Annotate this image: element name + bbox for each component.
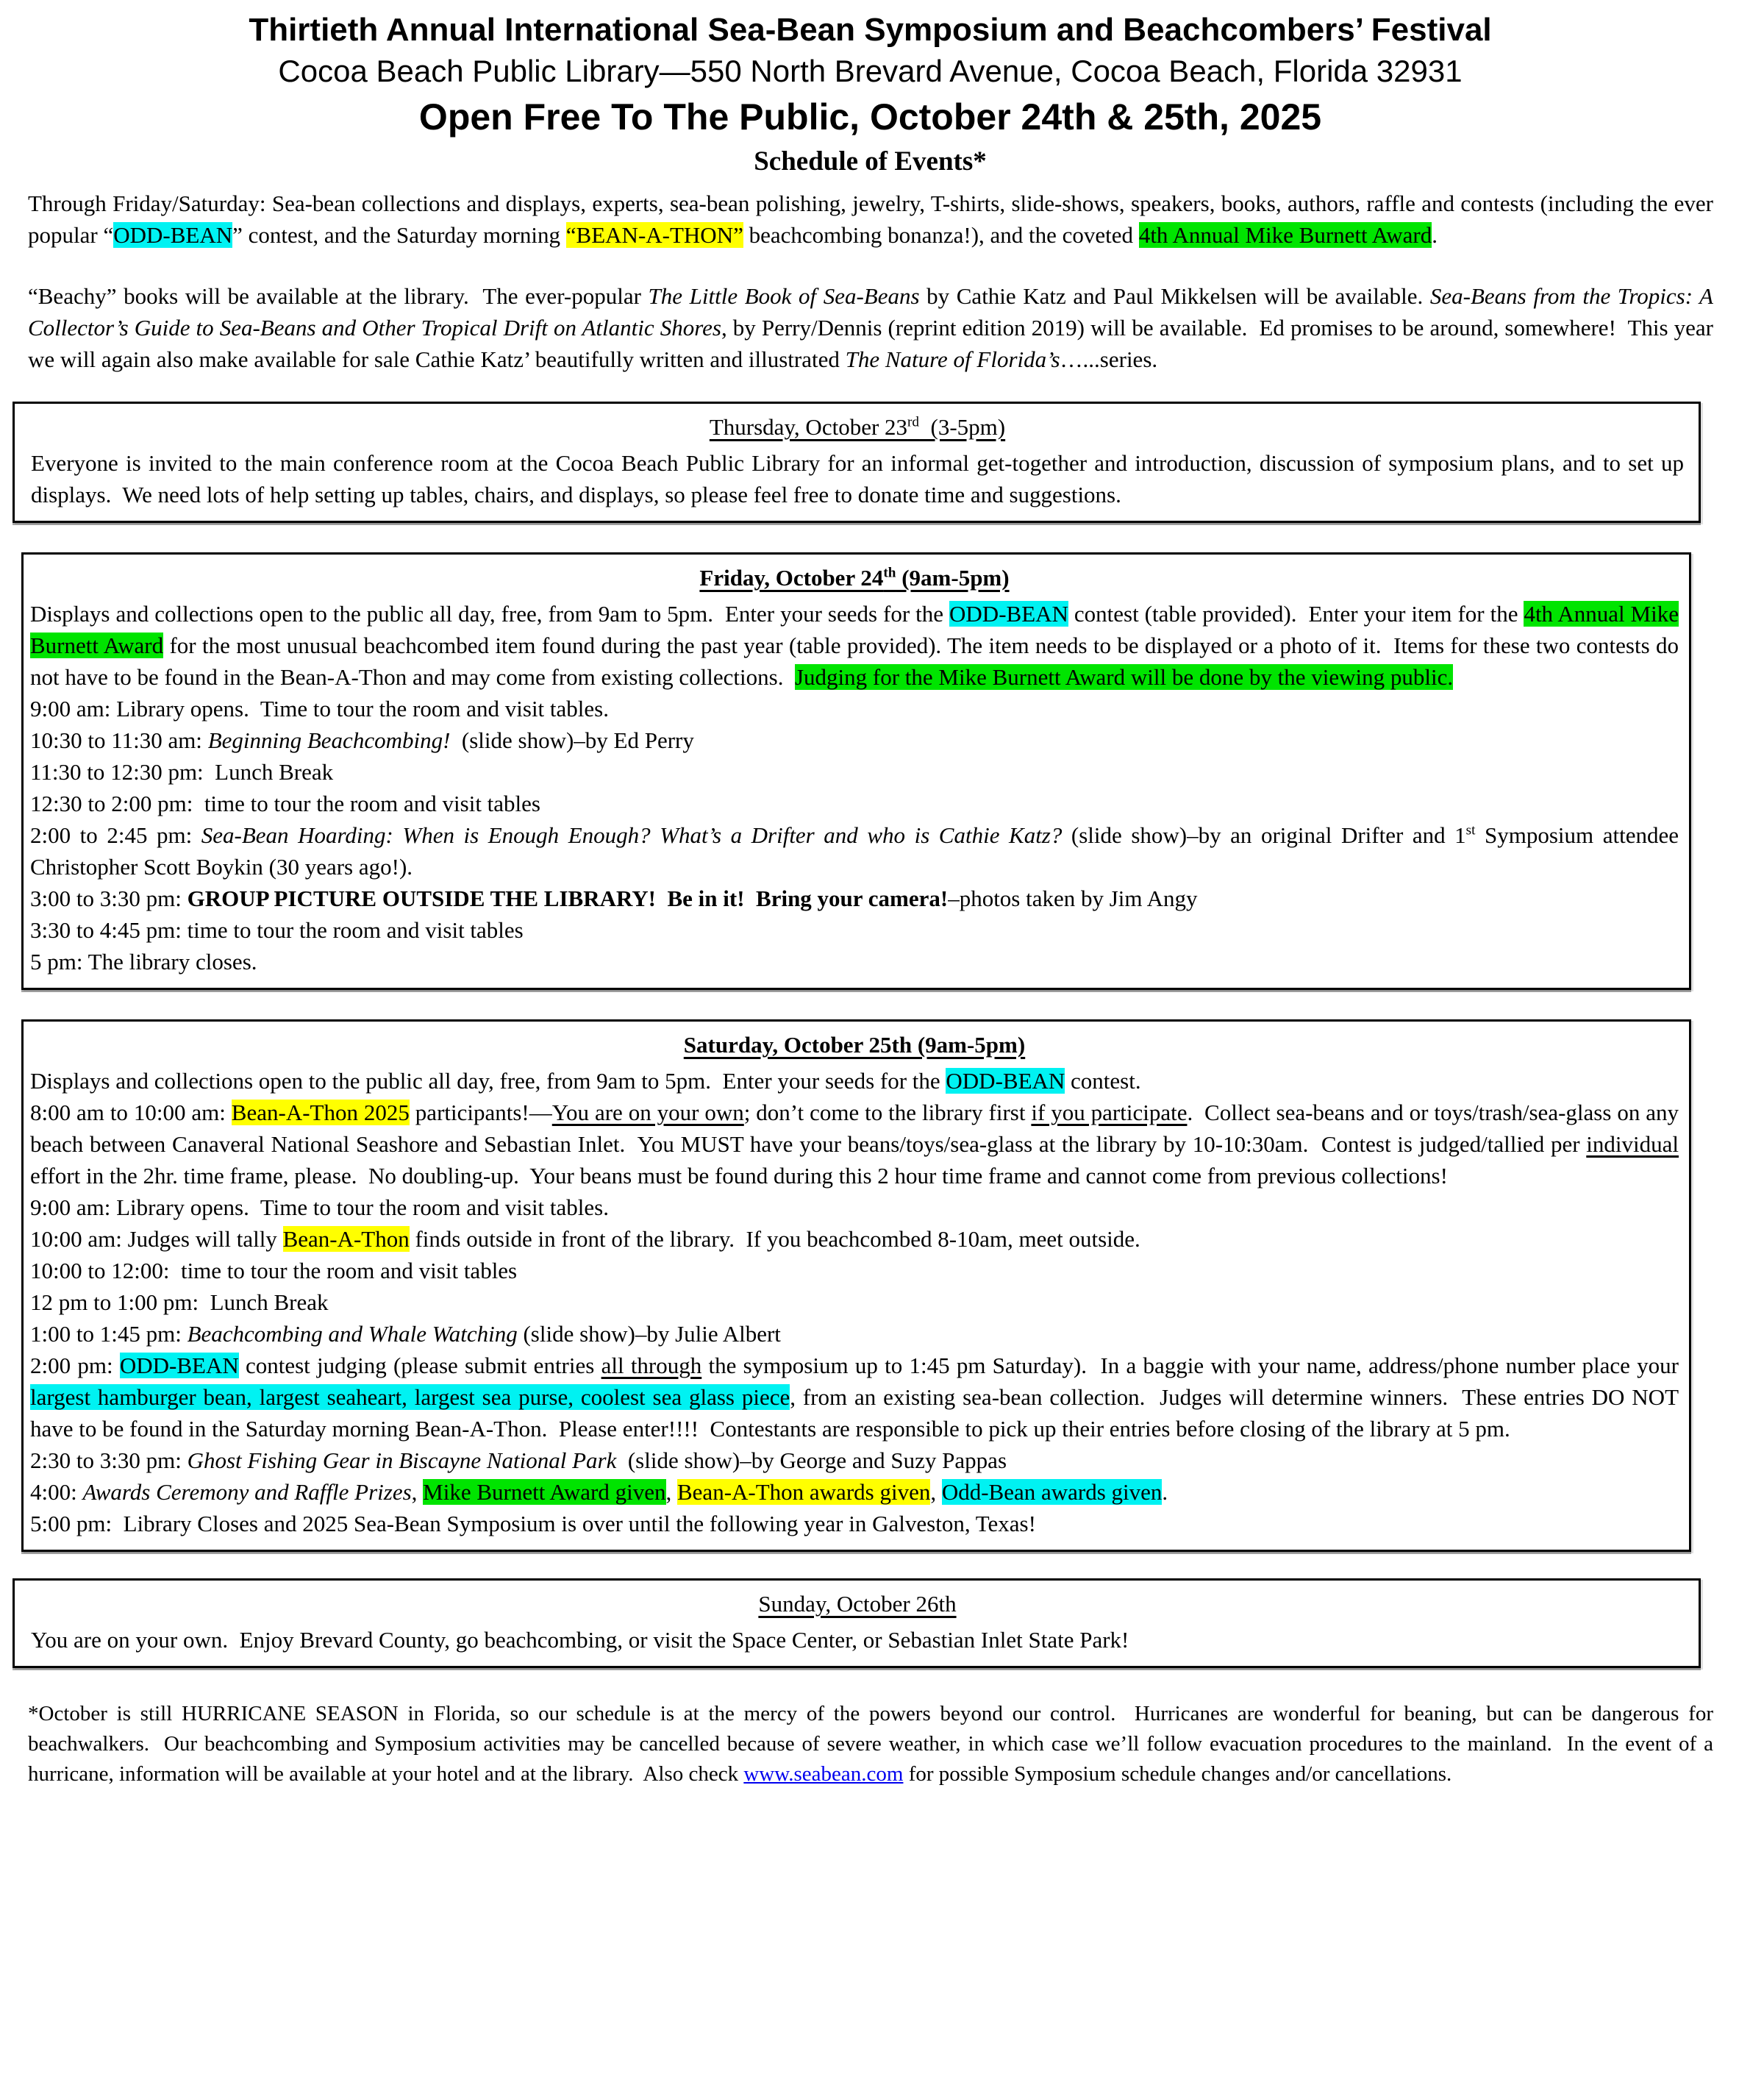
text-run: effort in the 2hr. time frame, please. No doubling-up. Your beans must be found during this 2 hour time frame and cannot come from previous collections! (30, 1163, 1448, 1189)
text-run: participants!— (409, 1100, 552, 1125)
text-run: Saturday, October 25th (9am-5pm) (683, 1032, 1026, 1058)
text-run: “BEAN-A-THON” (565, 222, 743, 248)
text-run: largest hamburger bean, largest seaheart, largest sea purse, coolest sea glass piece (30, 1384, 790, 1410)
text-run: . Collect sea-beans and or toys/trash/sea-glass on any beach between Canaveral National Seashore and Sebastian Inlet. You MUST have your beans/toys/sea-glass at the library by 10-10:30am. Contest is judged/tallied per (30, 1100, 1679, 1157)
schedule-line (30, 914, 1679, 946)
text-run: if you participate (1031, 1100, 1188, 1125)
text-run: Bean-A-Thon 2025 (231, 1100, 410, 1125)
text-run: The Nature of Florida’s (845, 346, 1060, 372)
text-run: *October is still HURRICANE SEASON in Florida, so our schedule is at the mercy of the powers beyond our control. Hurricanes are wonderful for beaning, but can be dangerous for beachwalkers. Our beachcombing and Symposium activities may be cancelled because of severe weather, in which case we’ll follow evacuation procedures to the mainland. In the event of a hurricane, information will be available at your hotel and at the library. Also check (28, 1702, 1713, 1786)
text-run: 9:00 am: Library opens. Time to tour the room and visit tables. (30, 696, 609, 722)
text-run: 2:30 to 3:30 pm: (30, 1447, 188, 1473)
text-run: , (411, 1479, 424, 1505)
text-run: You are on your own. Enjoy Brevard County, go beachcombing, or visit the Space Center, or Sebastian Inlet State Park! (31, 1627, 1129, 1653)
text-run: ” contest, and the Saturday morning (232, 222, 566, 248)
books-paragraph (28, 280, 1713, 375)
schedule-line (30, 819, 1679, 883)
text-run: finds outside in front of the library. If you beachcombed 8-10am, meet outside. (409, 1226, 1140, 1252)
schedule-line (30, 788, 1679, 819)
text-run: 12:30 to 2:00 pm: time to tour the room and visit tables (30, 791, 540, 816)
text-run: individual (1586, 1131, 1679, 1157)
text-run: Judging for the Mike Burnett Award will be done by the viewing public. (794, 664, 1454, 690)
section-saturday-title (30, 1029, 1679, 1061)
text-run: for the most unusual beachcombed item found during the past year (table provided). The item needs to be displayed or a photo of it. Items for these two contests do not have to be found in the Bean-A-Thon and may come from existing collections. (30, 633, 1679, 690)
text-run: Odd-Bean awards given (941, 1479, 1163, 1505)
text-run: (slide show)–by Julie Albert (517, 1321, 781, 1347)
text-run: th (883, 565, 896, 581)
text-run: (slide show)–by Ed Perry (450, 727, 694, 753)
text-run: contest judging (please submit entries (238, 1353, 601, 1378)
venue-address: Cocoa Beach Public Library—550 North Brevard Avenue, Cocoa Beach, Florida 32931 (278, 54, 1463, 88)
text-run: 3:00 to 3:30 pm: (30, 886, 188, 911)
text-run: , (930, 1479, 942, 1505)
section-sunday (13, 1578, 1701, 1668)
text-run: “Beachy” books will be available at the library. The ever-popular (28, 283, 649, 309)
text-run: Sea-Bean Hoarding: When is Enough Enough? What’s a Drifter and who is Cathie Katz? (201, 822, 1063, 848)
document-title: Thirtieth Annual International Sea-Bean Symposium and Beachcombers’ Festival (249, 12, 1492, 48)
section-thursday (13, 402, 1701, 523)
schedule-line (30, 724, 1679, 756)
schedule-line (31, 1624, 1684, 1656)
text-run: Friday, October 24 (699, 565, 884, 591)
section-thursday-title (31, 411, 1684, 443)
admission-dates-line: Open Free To The Public, October 24th & 25th, 2025 (418, 96, 1322, 138)
text-run: Through Friday/Saturday: Sea-bean collections and displays, experts, sea-bean polishing, jewelry, T-shirts, slide-shows, speakers, books, authors, raffle and contests (including the ever popular “ (28, 190, 1713, 248)
section-thursday-body (31, 447, 1684, 510)
schedule-line (30, 756, 1679, 788)
text-run: st (1465, 822, 1476, 838)
text-run: (9am-5pm) (896, 565, 1010, 591)
text-run: Ghost Fishing Gear in Biscayne National Park (187, 1447, 617, 1473)
text-run: Bean-A-Thon awards given (677, 1479, 931, 1505)
text-run: 1:00 to 1:45 pm: (30, 1321, 188, 1347)
text-run: , from an existing sea-bean collection. Judges will determine winners. These entries DO NOT have to be found in the Saturday morning Bean-A-Thon. Please enter!!!! Contestants are responsible to pick up their entries before closing of the library at 5 pm. (30, 1384, 1679, 1442)
schedule-line (30, 1444, 1679, 1476)
schedule-line (30, 1097, 1679, 1191)
text-run: 12 pm to 1:00 pm: Lunch Break (30, 1289, 329, 1315)
schedule-line (30, 1065, 1679, 1097)
schedule-line (30, 883, 1679, 914)
text-run: , (665, 1479, 677, 1505)
text-run: Everyone is invited to the main conference room at the Cocoa Beach Public Library for an informal get-together and introduction, discussion of symposium plans, and to set up displays. We need lots of help setting up tables, chairs, and displays, so please feel free to donate time and suggestions. (31, 450, 1684, 507)
text-run: for possible Symposium schedule changes and/or cancellations. (903, 1762, 1452, 1786)
text-run: . (1432, 222, 1438, 248)
text-run: 4th Annual Mike Burnett Award (30, 601, 1679, 658)
text-run: ODD-BEAN (119, 1353, 239, 1378)
schedule-line (30, 1191, 1679, 1223)
seabean-website-link[interactable]: www.seabean.com (743, 1762, 904, 1786)
schedule-line (30, 1255, 1679, 1286)
text-run: Bean-A-Thon (282, 1226, 410, 1252)
text-run: contest. (1065, 1068, 1141, 1094)
section-friday-title (30, 562, 1679, 594)
schedule-line (30, 946, 1679, 977)
schedule-line (30, 1508, 1679, 1539)
schedule-line (30, 1350, 1679, 1444)
text-run: 11:30 to 12:30 pm: Lunch Break (30, 759, 334, 785)
text-run: –photos taken by Jim Angy (948, 886, 1198, 911)
text-run: 8:00 am to 10:00 am: (30, 1100, 232, 1125)
section-friday-body (30, 598, 1679, 977)
text-run: You are on your own (551, 1100, 744, 1125)
text-run: all through (601, 1353, 702, 1378)
text-run: 10:00 am: Judges will tally (30, 1226, 283, 1252)
text-run: Displays and collections open to the public all day, free, from 9am to 5pm. Enter your seeds for the (30, 1068, 946, 1094)
text-run: 3:30 to 4:45 pm: time to tour the room and visit tables (30, 917, 524, 943)
text-run: rd (907, 414, 920, 430)
schedule-line (30, 598, 1679, 693)
text-run: . (1162, 1479, 1168, 1505)
schedule-line (30, 1223, 1679, 1255)
text-run: Thursday, October 23 (709, 414, 908, 440)
text-run: 9:00 am: Library opens. Time to tour the room and visit tables. (30, 1194, 609, 1220)
text-run: Sea-Beans from the Tropics: A Collector’s Guide to Sea-Beans and Other Tropical Drift on Atlantic Shores (28, 283, 1713, 341)
text-run: Displays and collections open to the public all day, free, from 9am to 5pm. Enter your seeds for the (30, 601, 950, 627)
schedule-line (30, 1286, 1679, 1318)
schedule-line (30, 1318, 1679, 1350)
text-run: ODD-BEAN (113, 222, 233, 248)
section-friday (21, 552, 1691, 990)
section-sunday-body (31, 1624, 1684, 1656)
text-run: 2:00 pm: (30, 1353, 120, 1378)
schedule-of-events-heading: Schedule of Events* (754, 146, 987, 177)
schedule-line (31, 447, 1684, 510)
text-run: (3-5pm) (919, 414, 1006, 440)
text-run: Beginning Beachcombing! (207, 727, 451, 753)
text-run: 4:00: (30, 1479, 83, 1505)
text-run: beachcombing bonanza!), and the coveted (743, 222, 1139, 248)
text-run: , by Perry/Dennis (reprint edition 2019) will be available. Ed promises to be around, somewhere! This year we will again also make available for sale Cathie Katz’ beautifully written and illustrated (28, 315, 1714, 372)
section-saturday (21, 1019, 1691, 1552)
section-saturday-body (30, 1065, 1679, 1539)
text-run: (slide show)–by George and Suzy Pappas (616, 1447, 1007, 1473)
text-run: (slide show)–by an original Drifter and 1 (1062, 822, 1466, 848)
text-run: the symposium up to 1:45 pm Saturday). In a baggie with your name, address/phone number place your (701, 1353, 1679, 1378)
text-run: ; don’t come to the library first (743, 1100, 1032, 1125)
document-header (0, 12, 1764, 177)
text-run: ODD-BEAN (949, 601, 1068, 627)
text-run: GROUP PICTURE OUTSIDE THE LIBRARY! Be in it! Bring your camera! (187, 886, 949, 911)
intro-paragraph (28, 188, 1713, 251)
text-run: Symposium attendee Christopher Scott Boykin (30 years ago!). (30, 822, 1679, 880)
text-run: Sunday, October 26th (758, 1591, 957, 1617)
text-run: by Cathie Katz and Paul Mikkelsen will be available. (919, 283, 1430, 309)
section-sunday-title (31, 1588, 1684, 1620)
text-run: Mike Burnett Award given (423, 1479, 666, 1505)
text-run: 10:30 to 11:30 am: (30, 727, 208, 753)
hurricane-footnote (28, 1699, 1713, 1804)
text-run: Beachcombing and Whale Watching (187, 1321, 518, 1347)
schedule-line (30, 693, 1679, 724)
text-run: 5 pm: The library closes. (30, 949, 257, 975)
text-run: 10:00 to 12:00: time to tour the room and visit tables (30, 1258, 518, 1283)
text-run: 5:00 pm: Library Closes and 2025 Sea-Bean Symposium is over until the following year in Galveston, Texas! (30, 1511, 1036, 1536)
text-run: 4th Annual Mike Burnett Award (1138, 222, 1432, 248)
text-run: ODD-BEAN (946, 1068, 1065, 1094)
schedule-line (30, 1476, 1679, 1508)
text-run: Awards Ceremony and Raffle Prizes (82, 1479, 412, 1505)
text-run: …...series. (1060, 346, 1158, 372)
text-run: contest (table provided). Enter your item for the (1068, 601, 1524, 627)
text-run: 2:00 to 2:45 pm: (30, 822, 201, 848)
text-run: The Little Book of Sea-Beans (648, 283, 920, 309)
